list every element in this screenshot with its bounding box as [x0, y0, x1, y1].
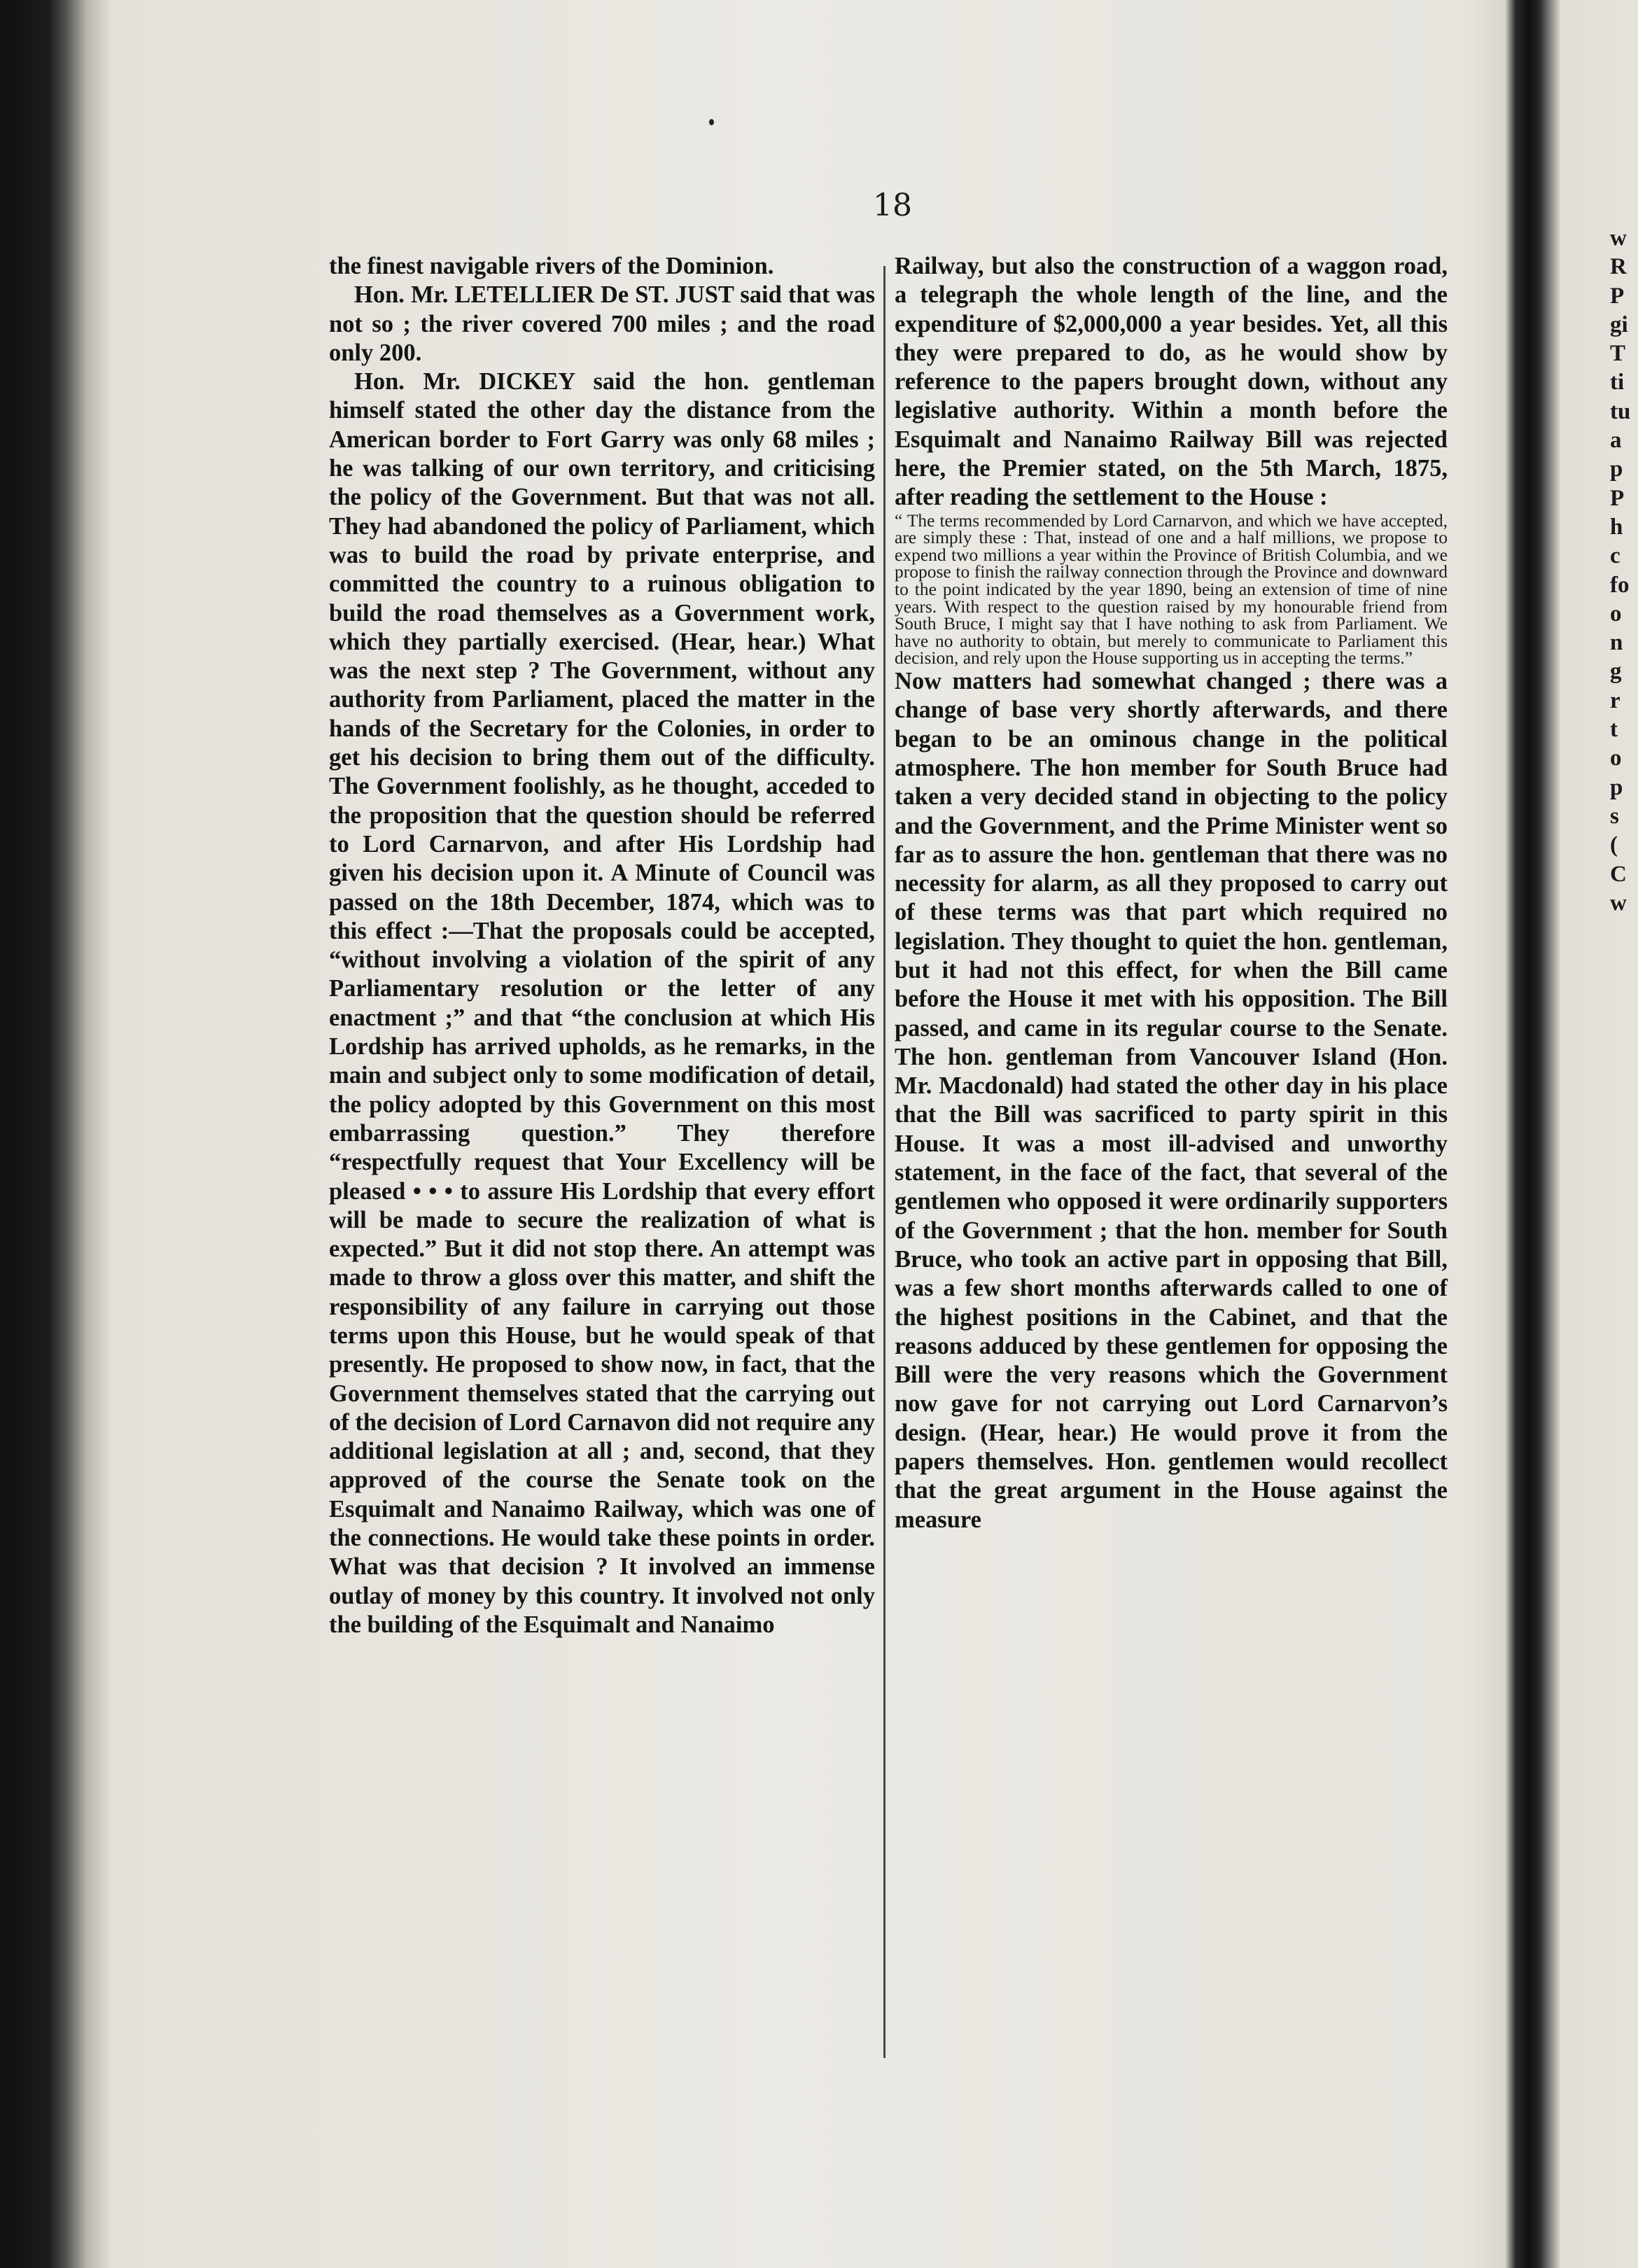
- edge-fragment: w: [1610, 890, 1627, 916]
- left-column-paragraph: the finest navigable rivers of the Dominion.: [329, 253, 774, 279]
- edge-fragment: r: [1610, 687, 1620, 713]
- right-column-paragraph: Railway, but also the construction of a waggon road, a telegraph the whole length of the line, and the expenditure of $2,000,000 a year besides. Yet, all this they were prepared to do, as he would show by reference to the papers brought down, without any legislative authority. Within a month before the Esquimalt and Nanaimo Railway Bill was rejected here, the Premier stated, on the 5th March, 1875, after reading the settlement to the House :: [895, 253, 1448, 511]
- left-column-paragraph: Hon. Mr. LETELLIER De ST. JUST said that was not so ; the river covered 700 miles ; and the road only 200.: [329, 281, 875, 366]
- adjacent-page-fragments: [1610, 224, 1638, 918]
- edge-fragment: p: [1610, 774, 1623, 800]
- edge-fragment: p: [1610, 456, 1623, 482]
- edge-fragment: C: [1610, 861, 1627, 887]
- edge-fragment: P: [1610, 283, 1625, 309]
- left-column: [329, 252, 875, 1639]
- edge-fragment: ti: [1610, 370, 1625, 396]
- right-column: [895, 252, 1448, 1534]
- edge-fragment: s: [1610, 803, 1619, 829]
- edge-fragment: h: [1610, 514, 1623, 540]
- edge-fragment: fo: [1610, 572, 1630, 598]
- edge-fragment: (: [1610, 832, 1618, 858]
- edge-fragment: tu: [1610, 398, 1631, 424]
- edge-fragment: w: [1610, 225, 1627, 251]
- edge-fragment: T: [1610, 341, 1626, 367]
- edge-fragment: P: [1610, 485, 1625, 511]
- ink-speck: [709, 119, 714, 125]
- right-column-paragraph: Now matters had somewhat changed ; there was a change of base very shortly afterwards, and there began to be an ominous change in the political atmosphere. The hon member for South Bruce had taken a very decided stand in objecting to the policy and the Government, and the Prime Minister went so far as to assure the hon. gentleman that there was no necessity for alarm, as all they proposed to carry out of these terms was that part which required no legislation. They thought to quiet the hon. gentleman, but it had not this effect, for when the Bill came before the House it met with his opposition. The Bill passed, and came in its regular course to the Senate. The hon. gentleman from Vancouver Island (Hon. Mr. Macdonald) had stated the other day in his place that the Bill was sacrificed to party spirit in this House. It was a most ill-advised and unworthy statement, in the face of the fact, that several of the gentlemen who opposed it were ordinarily supporters of the Government ; that the hon. member for South Bruce, who took an active part in opposing that Bill, was a few short months afterwards called to one of the highest positions in the Cabinet, and that the reasons adduced by these gentlemen for opposing the Bill were the very reasons which the Government now gave for not carrying out Lord Carnarvon’s design. (Hear, hear.) He would prove it from the papers themselves. Hon. gentlemen would recollect that the great argument in the House against the measure: [895, 668, 1448, 1533]
- edge-fragment: o: [1610, 746, 1622, 771]
- edge-fragment: gi: [1610, 312, 1628, 337]
- edge-fragment: R: [1610, 254, 1627, 280]
- edge-fragment: c: [1610, 543, 1620, 569]
- edge-fragment: n: [1610, 630, 1623, 656]
- column-divider: [883, 266, 886, 2058]
- edge-fragment: g: [1610, 659, 1622, 685]
- edge-fragment: t: [1610, 717, 1618, 743]
- edge-fragment: o: [1610, 601, 1622, 626]
- left-column-paragraph: Hon. Mr. DICKEY said the hon. gentleman himself stated the other day the distance from the American border to Fort Garry was only 68 miles ; he was talking of our own territory, and criticising the policy of the Government. But that was not all. They had abandoned the policy of Parliament, which was to build the road by private enterprise, and committed the country to a ruinous obligation to build the road themselves as a Government work, which they partially exercised. (Hear, hear.) What was the next step ? The Government, without any authority from Parliament, placed the matter in the hands of the Secretary for the Colonies, in order to get his decision to bring them out of the difficulty. The Government foolishly, as he thought, acceded to the proposition that the question should be referred to Lord Carnarvon, and after His Lordship had given his decision upon it. A Minute of Council was passed on the 18th December, 1874, which was to this effect :—That the proposals could be accepted, “without involving a violation of the spirit of any Parliamentary resolution or the letter of any enactment ;” and that “the conclusion at which His Lordship has arrived upholds, as he remarks, in the main and subject only to some modification of detail, the policy adopted by this Government on this most embarrassing question.” They therefore “respectfully request that Your Excellency will be pleased • • • to assure His Lordship that every effort will be made to secure the realization of what is expected.” But it did not stop there. An attempt was made to throw a gloss over this matter, and shift the responsibility of any failure in carrying out those terms upon this House, but he would speak of that presently. He proposed to show now, in fact, that the Government themselves stated that the carrying out of the decision of Lord Carnavon did not require any additional legislation at all ; and, second, that they approved of the course the Senate took on the Esquimalt and Nanaimo Railway, which was one of the connections. He would take these points in order. What was that decision ? It involved an immense outlay of money by this country. It involved not only the building of the Esquimalt and Nanaimo: [329, 368, 875, 1638]
- edge-fragment: a: [1610, 428, 1622, 454]
- quoted-statement: “ The terms recommended by Lord Carnarvon, and which we have accepted, are simply these : That, instead of one and a half millions, we propose to expend two millions a year within the Province of British Columbia, and we propose to finish the railway connection through the Province and downward to the point indicated by the year 1890, being an extension of time of nine years. With respect to the question raised by my honourable friend from South Bruce, I might say that I have nothing to ask from Parliament. We have no authority to obtain, but merely to communicate to Parliament this decision, and rely upon the House supporting us in accepting the terms.”: [895, 510, 1448, 668]
- page-number: 18: [873, 188, 912, 223]
